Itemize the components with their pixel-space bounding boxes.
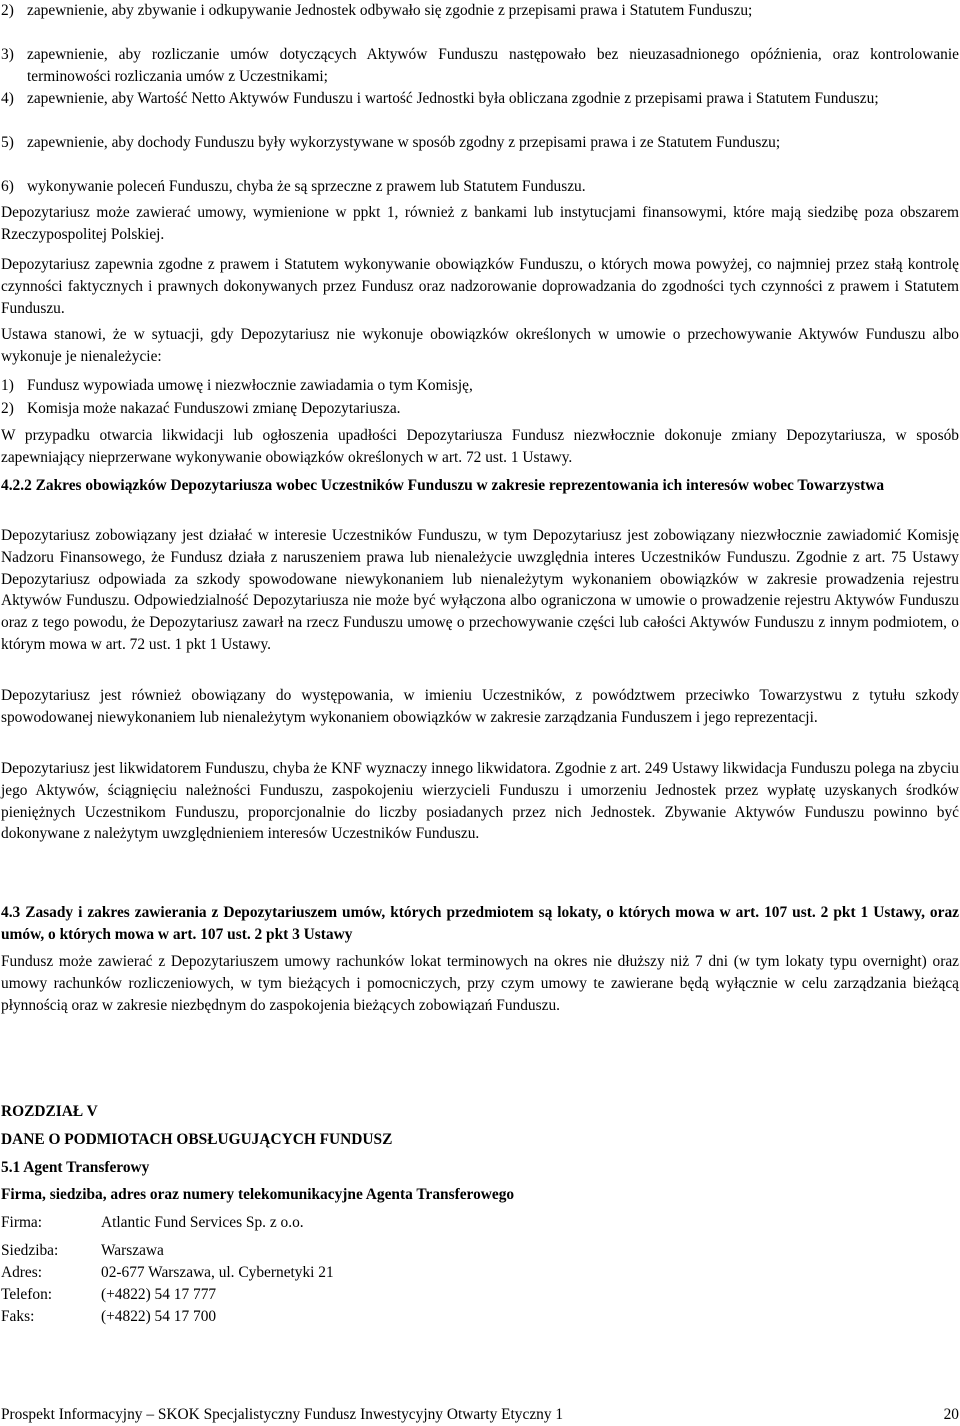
paragraph: Depozytariusz jest likwidatorem Funduszu, chyba że KNF wyznaczy innego likwidatora. Zgodnie z art. 249 Ustawy likwidacja Funduszu polega na zbyciu jego Aktywów, ściągnięciu należności Funduszu, zaspokojeniu wierzycieli Funduszu i umorzeniu Jednostek przez wypłatę uzyskanych środków pieniężnych Uczestnikom Funduszu, proporcjonalnie do liczby posiadanych przez nich Jednostek. Zbywanie Aktywów Funduszu powinno być dokonywane z należytym uwzględnieniem interesów Uczestników Funduszu.: [1, 760, 959, 843]
paragraph: W przypadku otwarcia likwidacji lub ogłoszenia upadłości Depozytariusza Fundusz niezwłocznie dokonuje zmiany Depozytariusza, w sposób zapewniający nieprzerwane wykonywanie obowiązków określonych w art. 72 ust. 1 Ustawy.: [1, 427, 959, 466]
page-number: 20: [943, 1406, 959, 1423]
paragraph: Depozytariusz jest również obowiązany do występowania, w imieniu Uczestników, z powództwem przeciwko Towarzystwu z tytułu szkody spowodowanej niewykonaniem lub nienależytym wykonaniem obowiązków w zakresie zarządzania Funduszem i jego reprezentacji.: [1, 687, 959, 726]
subsection-heading: 5.1 Agent Transferowy: [1, 1159, 150, 1176]
paragraph: Depozytariusz może zawierać umowy, wymienione w ppkt 1, również z bankami lub instytucjami finansowymi, które mają siedzibę poza obszarem Rzeczypospolitej Polskiej.: [1, 204, 959, 243]
footer-title: Prospekt Informacyjny – SKOK Specjalistyczny Fundusz Inwestycyjny Otwarty Etyczny 1: [1, 1406, 564, 1423]
field-label: Telefon:: [1, 1286, 53, 1303]
list-number: 2): [1, 400, 14, 417]
list-item: [1, 375, 959, 397]
list-number: 6): [1, 178, 14, 195]
field-value: Warszawa: [101, 1242, 164, 1259]
page-footer: [1, 1404, 959, 1426]
field-label: Adres:: [1, 1264, 43, 1281]
paragraph: Depozytariusz zobowiązany jest działać w interesie Uczestników Funduszu, w tym Depozytariusz jest zobowiązany niezwłocznie zawiadomić Komisję Nadzoru Finansowego, że Fundusz działa z naruszeniem prawa lub nienależycie uwzględnia interes Uczestników Funduszu. Zgodnie z art. 75 Ustawy Depozytariusz odpowiada za szkody spowodowane niewykonaniem lub nienależytym wykonaniem obowiązków w zakresie prowadzenia rejestru Aktywów Funduszu. Odpowiedzialność Depozytariusza nie może być wyłączona albo ograniczona w umowie o prowadzenie rejestru Aktywów Funduszu oraz z tego powodu, że Depozytariusz zawarł na rzecz Funduszu umowę o przechowywanie części lub całości Aktywów Funduszu z innym podmiotem, o którym mowa w art. 72 ust. 1 pkt 1 Ustawy.: [1, 527, 959, 653]
list-item: [1, 44, 959, 88]
agent-faks-row: [1, 1306, 216, 1328]
paragraph: Depozytariusz zapewnia zgodne z prawem i Statutem wykonywanie obowiązków Funduszu, o których mowa powyżej, co najmniej przez stałą kontrolę czynności faktycznych i prawnych dokonywanych przez Fundusz oraz nadzorowanie doprowadzania do zgodności tych czynności z prawem i Statutem Funduszu.: [1, 256, 959, 317]
list-item: [1, 398, 959, 420]
field-label: Firma:: [1, 1214, 43, 1231]
list-text: zapewnienie, aby Wartość Netto Aktywów Funduszu i wartość Jednostki była obliczana zgodnie z przepisami prawa i Statutem Funduszu;: [27, 90, 879, 107]
agent-siedziba-row: [1, 1240, 164, 1262]
agent-firma-row: [1, 1212, 304, 1234]
section-heading: 4.2.2 Zakres obowiązków Depozytariusza wobec Uczestników Funduszu w zakresie reprezentowania ich interesów wobec Towarzystwa: [1, 477, 885, 494]
paragraph: Ustawa stanowi, że w sytuacji, gdy Depozytariusz nie wykonuje obowiązków określonych w umowie o przechowywanie Aktywów Funduszu albo wykonuje je nienależycie:: [1, 326, 959, 365]
field-value: (+4822) 54 17 777: [101, 1286, 217, 1303]
list-item: [1, 176, 959, 198]
list-text: zapewnienie, aby dochody Funduszu były wykorzystywane w sposób zgodny z przepisami prawa i ze Statutem Funduszu;: [27, 134, 781, 151]
list-number: 1): [1, 377, 14, 394]
paragraph: Fundusz może zawierać z Depozytariuszem umowy rachunków lokat terminowych na okres nie dłuższy niż 7 dni (w tym lokaty typu overnight) oraz umowy rachunków rozliczeniowych, w tym bieżących i pomocniczych, przy czym umowy te zawierane będą wyłącznie w celu zarządzania bieżącą płynnością oraz w zakresie niezbędnym do zaspokojenia bieżących zobowiązań Funduszu.: [1, 953, 959, 1014]
field-label: Faks:: [1, 1308, 35, 1325]
list-text: zapewnienie, aby zbywanie i odkupywanie Jednostek odbywało się zgodnie z przepisami prawa i Statutem Funduszu;: [27, 2, 753, 19]
field-label: Siedziba:: [1, 1242, 59, 1259]
agent-telefon-row: [1, 1284, 216, 1306]
list-number: 3): [1, 46, 14, 63]
list-item: [1, 132, 959, 154]
chapter-number: ROZDZIAŁ V: [1, 1103, 98, 1120]
list-number: 2): [1, 2, 14, 19]
subsection-heading: Firma, siedziba, adres oraz numery telekomunikacyjne Agenta Transferowego: [1, 1186, 515, 1203]
list-item: [1, 88, 959, 110]
list-number: 4): [1, 90, 14, 107]
chapter-title: DANE O PODMIOTACH OBSŁUGUJĄCYCH FUNDUSZ: [1, 1131, 393, 1148]
list-text: wykonywanie poleceń Funduszu, chyba że są sprzeczne z prawem lub Statutem Funduszu.: [27, 178, 586, 195]
field-value: (+4822) 54 17 700: [101, 1308, 217, 1325]
list-item: [1, 0, 959, 22]
list-text: Komisja może nakazać Funduszowi zmianę Depozytariusza.: [27, 400, 401, 417]
list-text: Fundusz wypowiada umowę i niezwłocznie zawiadamia o tym Komisję,: [27, 377, 473, 394]
list-number: 5): [1, 134, 14, 151]
field-value: Atlantic Fund Services Sp. z o.o.: [101, 1214, 304, 1231]
agent-adres-row: [1, 1262, 334, 1284]
section-heading: 4.3 Zasady i zakres zawierania z Depozytariuszem umów, których przedmiotem są lokaty, o których mowa w art. 107 ust. 2 pkt 1 Ustawy, oraz umów, o których mowa w art. 107 ust. 2 pkt 3 Ustawy: [1, 904, 959, 943]
list-text: zapewnienie, aby rozliczanie umów dotyczących Aktywów Funduszu następowało bez nieuzasadnionego opóźnienia, oraz kontrolowanie terminowości rozliczania umów z Uczestnikami;: [27, 46, 959, 85]
field-value: 02-677 Warszawa, ul. Cybernetyki 21: [101, 1264, 334, 1281]
